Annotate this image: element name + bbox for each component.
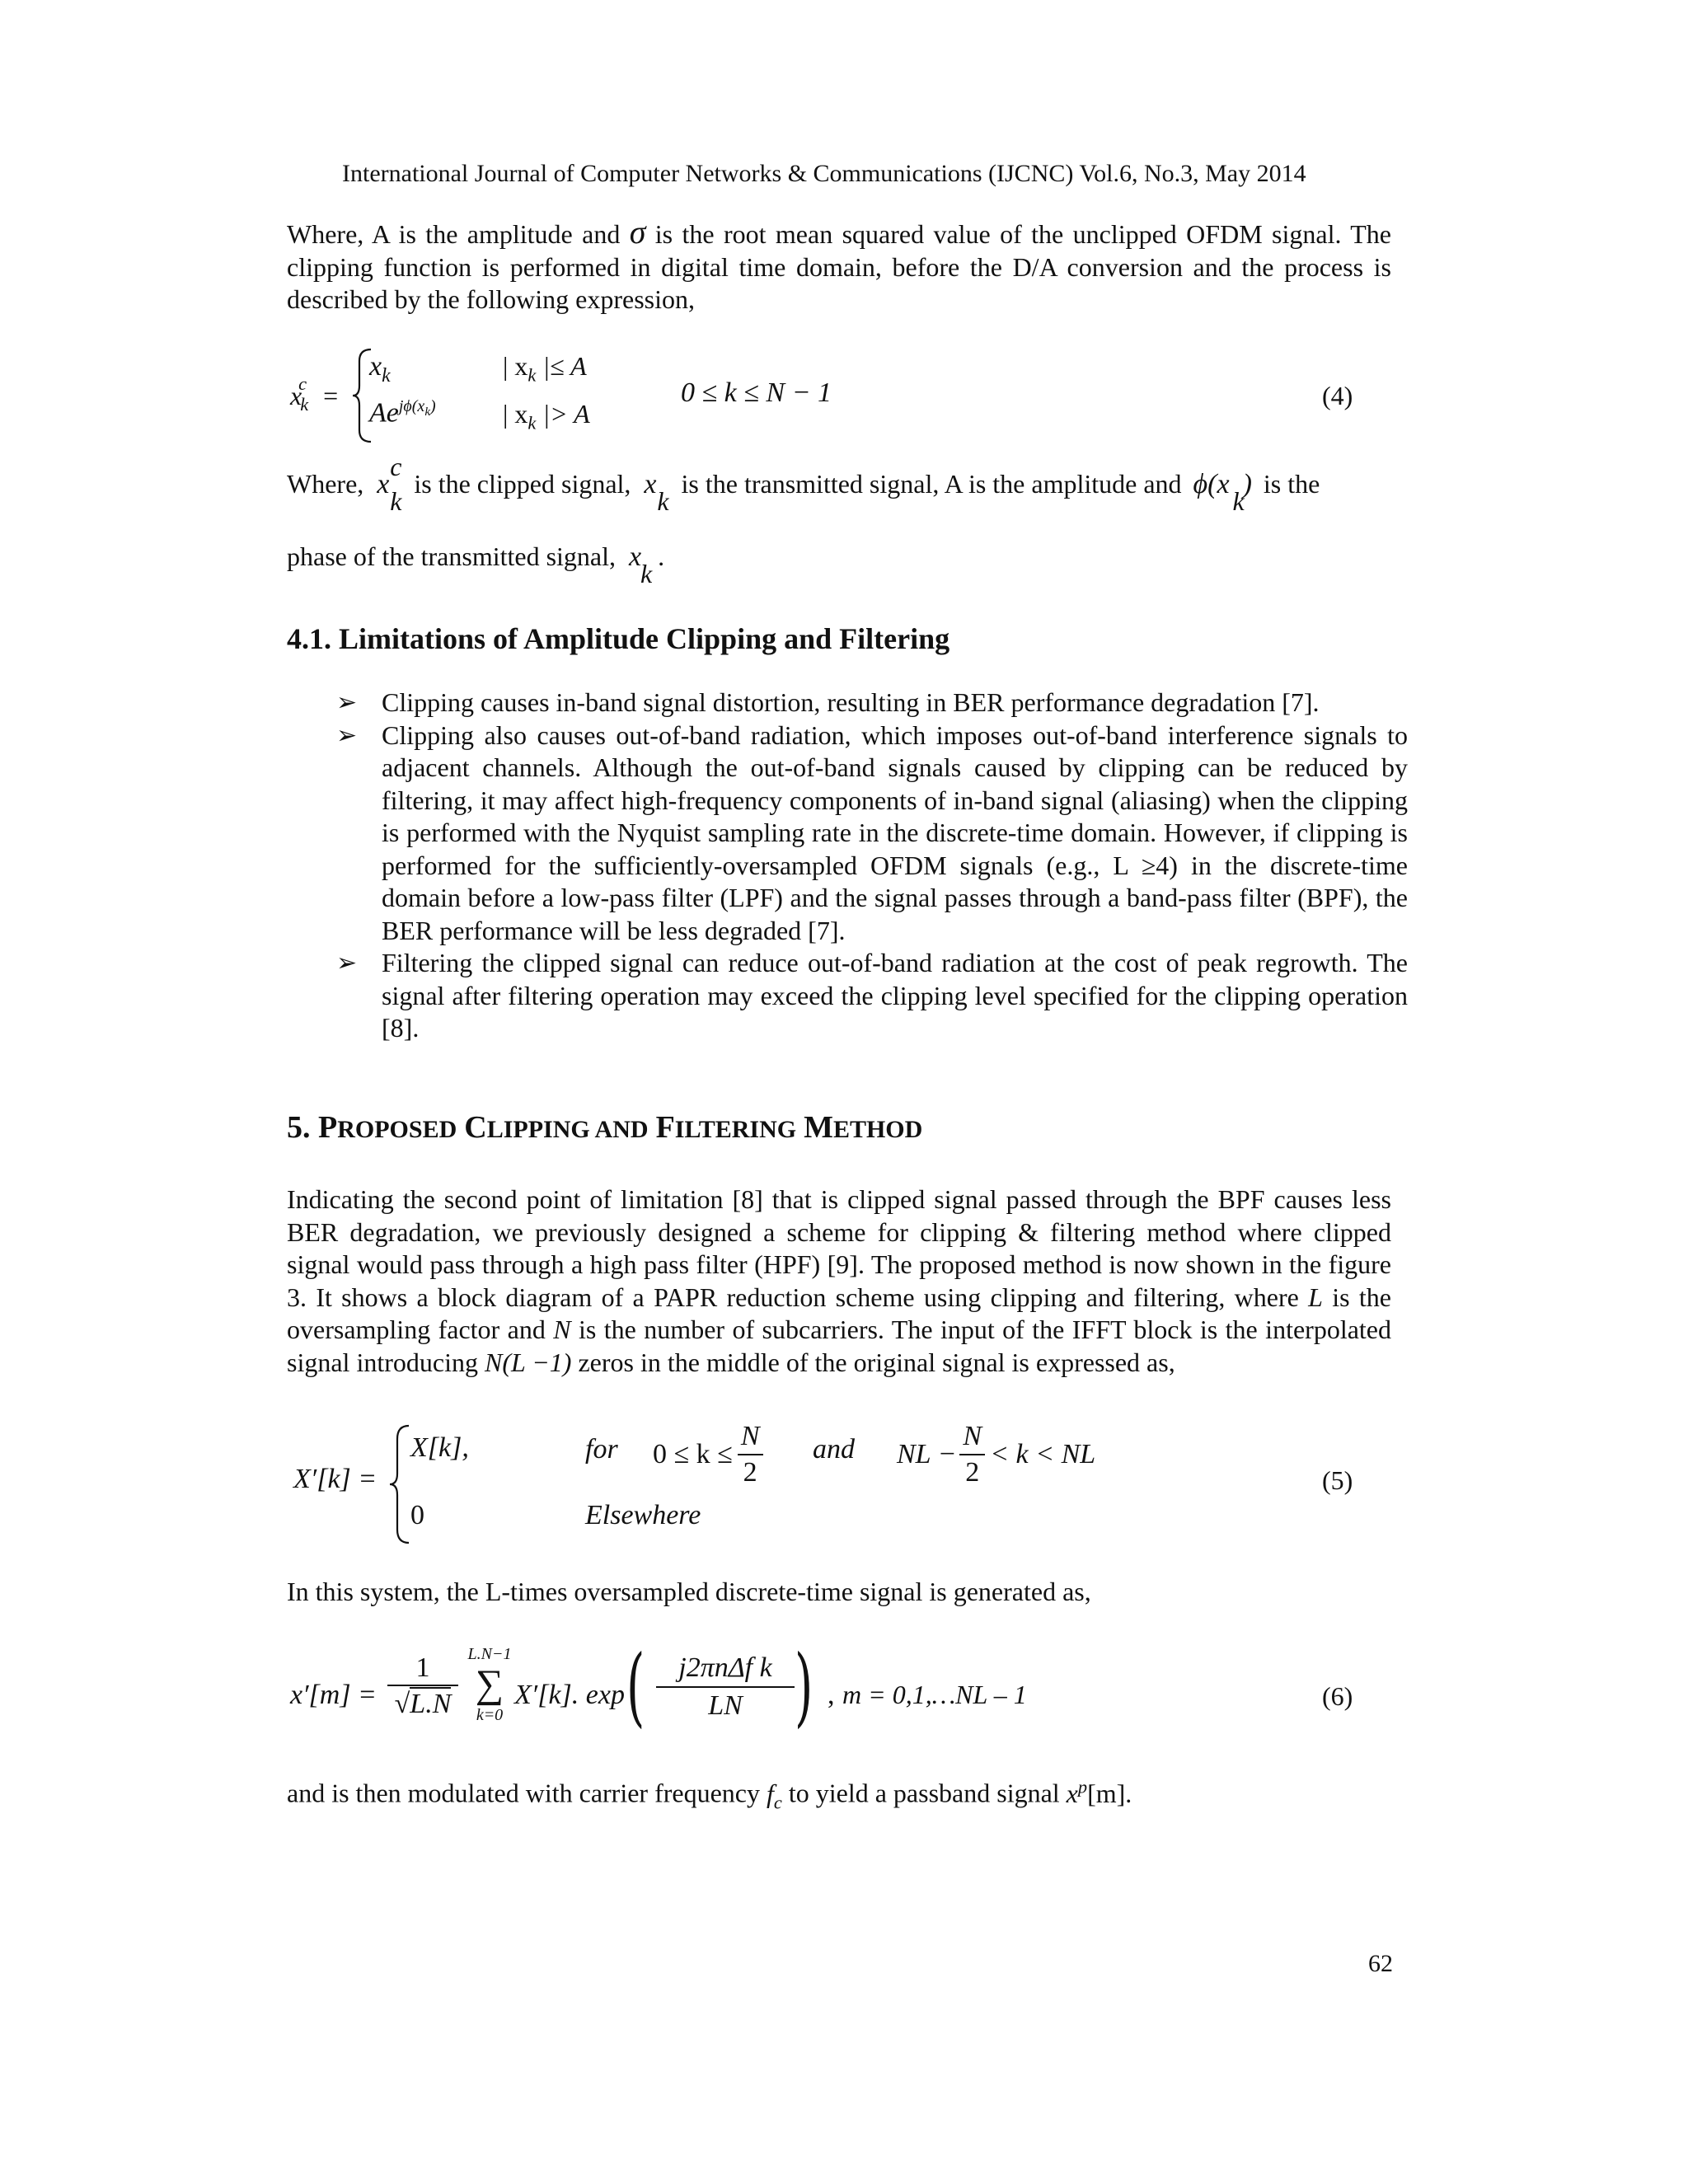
- eq4-lhs-sup: c: [298, 373, 307, 394]
- equation-5: [290, 1418, 1395, 1549]
- eq4-case1-cond-sub: k: [528, 364, 537, 386]
- eq5-case2: 0: [410, 1500, 424, 1530]
- para2-xc-sub: k: [390, 486, 402, 516]
- para2-xk-sub: k: [657, 486, 669, 516]
- eq4-case1-cond-rel: |≤ A: [542, 351, 587, 381]
- eq6-term: X′[k]. exp: [514, 1680, 625, 1710]
- eq5-cond2-a: NL −: [897, 1439, 957, 1469]
- eq6-exponent-fraction: [656, 1650, 795, 1724]
- paragraph-proposed-method: [287, 1183, 1391, 1379]
- para3-L: L: [1308, 1282, 1323, 1312]
- bullet-arrow-icon: ➢: [336, 720, 358, 750]
- eq6-sum-bottom: k=0: [476, 1706, 504, 1724]
- bullet-arrow-icon: ➢: [336, 688, 358, 717]
- eq4-case1-var: x: [369, 351, 382, 382]
- eq6-summation: [463, 1645, 516, 1724]
- eq6-comma: ,: [828, 1680, 835, 1710]
- para3-text-b: is the oversampling factor and: [287, 1282, 1391, 1344]
- bullet-arrow-icon: ➢: [336, 949, 358, 977]
- section5-w3-big: F: [655, 1110, 675, 1145]
- para5-xp-var: x: [1066, 1778, 1078, 1808]
- eq5-case1: X[k],: [410, 1432, 469, 1463]
- paragraph-amplitude-definition: [287, 213, 1391, 316]
- section-5-heading: [287, 1109, 922, 1146]
- bullet-item: [336, 719, 1408, 948]
- section5-w1-big: P: [318, 1110, 338, 1145]
- eq4-case2-cond-sub: k: [528, 412, 537, 434]
- eq4-case2-sup: jϕ(x: [398, 397, 425, 415]
- running-header: International Journal of Computer Networks & Communications (IJCNC) Vol.6, No.3, May 2014: [342, 160, 1306, 187]
- eq6-sqrt: [387, 1686, 458, 1722]
- para3-NL: N(L −1): [484, 1347, 572, 1377]
- para5-text-b: to yield a passband signal: [781, 1778, 1067, 1808]
- para2-text-2: is the transmitted signal, A is the amplitude and: [681, 469, 1182, 499]
- eq5-frac-1: [738, 1419, 763, 1490]
- page-number: 62: [1368, 1950, 1393, 1977]
- eq6-range: m = 0,1,…NL – 1: [842, 1680, 1027, 1709]
- para2-phi-sub: k: [1232, 486, 1245, 516]
- eq5-frac1-num: N: [738, 1419, 763, 1455]
- para2-xk-var: x: [644, 469, 657, 499]
- eq4-case1-sub: k: [382, 364, 391, 387]
- eq4-case2-sup-end: ): [429, 397, 436, 415]
- eq4-case2-cond-a: | x: [503, 399, 528, 429]
- para3-text-c: is the number of subcarriers. The input of the IFFT block is the interpolated signal introducing: [287, 1315, 1392, 1377]
- eq5-number: (5): [1322, 1465, 1353, 1495]
- para5-xp-end: [m].: [1087, 1778, 1132, 1808]
- eq4-case1-value: [369, 351, 391, 387]
- eq4-case2-sup-sub: k: [424, 405, 430, 419]
- eq6-exp-den: LN: [708, 1690, 743, 1721]
- para2-phi-a: ϕ(x: [1193, 469, 1230, 499]
- section-4-1-heading: 4.1. Limitations of Amplitude Clipping and Filtering: [287, 622, 950, 655]
- para2-x-last-var: x: [629, 541, 642, 572]
- eq6-left-paren: (: [626, 1636, 645, 1736]
- eq5-frac1-den: 2: [743, 1457, 757, 1488]
- eq6-sqrt-sign: √: [394, 1689, 410, 1719]
- eq4-case2-ae: Ae: [369, 397, 399, 429]
- eq4-case1-cond-a: | x: [503, 351, 528, 381]
- section5-w2-small: LIPPING AND: [486, 1116, 649, 1143]
- para5-f: f: [767, 1778, 774, 1808]
- eq6-number: (6): [1322, 1681, 1353, 1711]
- eq4-range: 0 ≤ k ≤ N − 1: [681, 377, 832, 408]
- para5-xp: [1066, 1776, 1132, 1808]
- para2-text-3: is the: [1263, 469, 1320, 499]
- eq6-exp-num: j2πnΔf k: [656, 1650, 795, 1688]
- eq6-lhs: x′[m] =: [290, 1680, 377, 1710]
- eq4-case2-cond-rel: |> A: [542, 399, 590, 429]
- eq6-right-paren: ): [795, 1636, 814, 1736]
- eq4-number: (4): [1322, 381, 1353, 410]
- eq6-frac-num: 1: [387, 1652, 458, 1686]
- section5-w4-small: ETHOD: [832, 1116, 923, 1143]
- eq5-cond1: [653, 1419, 763, 1490]
- paragraph-oversampled-signal: In this system, the L-times oversampled discrete-time signal is generated as,: [287, 1577, 1091, 1606]
- bullet-item: [336, 687, 1408, 719]
- eq4-case2-value: [369, 397, 436, 429]
- eq4-equals: =: [323, 381, 339, 410]
- para5-xp-sup: p: [1077, 1776, 1088, 1797]
- equation-4: [290, 346, 1395, 445]
- para2-xc: [377, 452, 402, 516]
- eq4-lhs: [290, 373, 339, 415]
- para1-text-b: is the root mean squared value of the unclipped OFDM signal. The clipping function is performed in digital time domain, before the D/A conversion and the process is described by the following expression,: [287, 219, 1391, 314]
- para3-N: N: [553, 1315, 571, 1344]
- sigma-symbol: σ: [629, 213, 646, 251]
- paragraph-clipped-signal-definition: [287, 452, 1395, 516]
- eq6-scale-fraction: [387, 1652, 458, 1722]
- eq5-cond2-b: < k < NL: [990, 1439, 1096, 1469]
- eq5-frac2-den: 2: [965, 1457, 980, 1488]
- section5-w2-big: C: [464, 1110, 487, 1145]
- para2-period: .: [658, 541, 665, 571]
- eq6-sum-top: L.N−1: [467, 1645, 512, 1663]
- eq6-sqrt-arg: L.N: [410, 1689, 452, 1719]
- limitations-bullet-list: [336, 687, 1408, 1045]
- section5-num: 5.: [287, 1110, 318, 1145]
- eq4-case2-condition: [503, 399, 590, 434]
- bullet-text: Clipping causes in-band signal distortion, resulting in BER performance degradation [7].: [382, 687, 1320, 717]
- bullet-item: [336, 947, 1408, 1045]
- para3-text-a: Indicating the second point of limitation [8] that is clipped signal passed through the BPF causes less BER degradation, we previously designed a scheme for clipping & filtering method where clipped signal would pass through a high pass filter (HPF) [9]. The proposed method is now shown in the figure 3. It shows a block diagram of a PAPR reduction scheme using clipping and filtering, where: [287, 1184, 1391, 1312]
- eq5-cond2: [897, 1419, 1095, 1490]
- section5-w1-small: ROPOSED: [337, 1116, 457, 1143]
- bullet-text: Filtering the clipped signal can reduce out-of-band radiation at the cost of peak regrowth. The signal after filtering operation may exceed the clipping level specified for the clipping operation [8].: [382, 948, 1408, 1043]
- para5-fc: [767, 1778, 782, 1813]
- para2-x-last-sub: k: [640, 559, 653, 588]
- eq5-elsewhere: Elsewhere: [585, 1500, 701, 1530]
- eq4-lhs-var: x: [290, 381, 302, 410]
- eq5-frac2-num: N: [959, 1419, 985, 1455]
- section5-w4-big: M: [804, 1110, 833, 1145]
- eq4-case2-exponent: [398, 397, 436, 419]
- para5-f-sub: c: [773, 1792, 782, 1813]
- eq5-lhs: X′[k] =: [293, 1464, 377, 1494]
- para2-xk: [644, 469, 669, 516]
- eq6-sum-symbol: ∑: [475, 1662, 504, 1706]
- para5-text-a: and is then modulated with carrier frequency: [287, 1778, 767, 1808]
- para2-xc-sup: c: [390, 452, 402, 481]
- eq5-left-brace: [387, 1422, 412, 1546]
- eq5-frac-2: [959, 1419, 985, 1490]
- para2-x-last: [629, 541, 653, 588]
- bullet-text: Clipping also causes out-of-band radiation, which imposes out-of-band interference signals to adjacent channels. Although the out-of-band signals caused by clipping can be reduced by filtering, it may affect high-frequency components of in-band signal (aliasing) when the clipping is performed with the Nyquist sampling rate in the discrete-time domain. However, if clipping is performed for the sufficiently-oversampled OFDM signals (e.g., L ≥4) in the discrete-time domain before a low-pass filter (LPF) and the signal passes through a band-pass filter (BPF), the BER performance will be less degraded [7].: [382, 719, 1408, 945]
- para1-text-a: Where, A is the amplitude and: [287, 219, 630, 249]
- section5-w3-small: ILTERING: [674, 1116, 797, 1143]
- para2-where: Where,: [287, 469, 364, 499]
- eq5-and: and: [813, 1434, 855, 1465]
- para2-phi: [1193, 469, 1252, 516]
- eq4-lhs-sub: k: [300, 394, 309, 415]
- para2-line2: phase of the transmitted signal,: [287, 541, 617, 571]
- para2-xc-var: x: [377, 469, 390, 499]
- eq5-for: for: [585, 1434, 618, 1465]
- equation-6: [290, 1636, 1395, 1747]
- para3-text-d: zeros in the middle of the original signal is expressed as,: [571, 1347, 1175, 1377]
- paragraph-passband-signal: [287, 1770, 1132, 1819]
- para2-phi-end: ): [1242, 469, 1252, 499]
- eq4-case1-condition: [503, 351, 587, 386]
- eq5-cond1-a: 0 ≤ k ≤: [653, 1439, 733, 1469]
- para2-text-1: is the clipped signal,: [414, 469, 631, 499]
- paragraph-phase-line: [287, 541, 665, 588]
